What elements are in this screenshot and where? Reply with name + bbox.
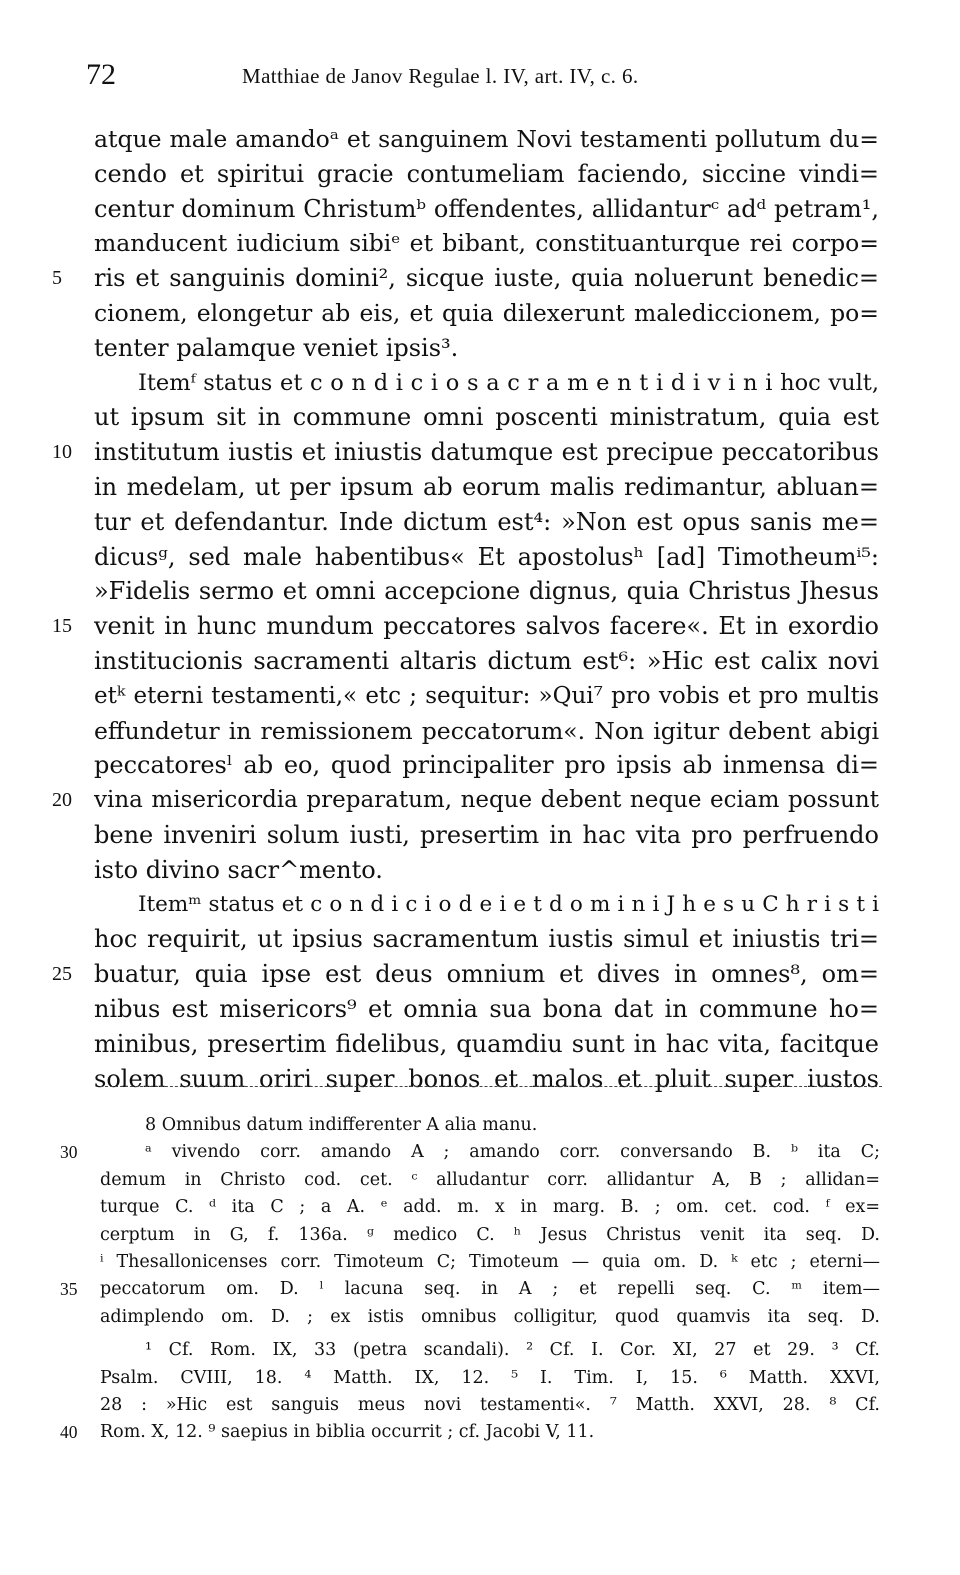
line-text: tenter palamque veniet ipsis³. xyxy=(94,333,459,362)
text-line xyxy=(0,853,960,888)
line-number: 35 xyxy=(60,1279,78,1300)
line-text: tur et defendantur. Inde dictum est⁴: »Non est opus sanis me= xyxy=(94,507,879,536)
text-line xyxy=(0,1062,960,1097)
line-text: cionem, elongetur ab eis, et quia dilexerunt malediccionem, po= xyxy=(94,298,879,327)
footnote-line xyxy=(0,1249,960,1276)
text-line xyxy=(0,748,960,783)
footnote-text: Psalm. CVIII, 18. ⁴ Matth. IX, 12. ⁵ I. Tim. I, 15. ⁶ Matth. XXVI, xyxy=(100,1367,880,1388)
line-text: nibus est misericors⁹ et omnia sua bona dat in commune ho= xyxy=(94,994,879,1023)
text-line xyxy=(0,540,960,575)
running-head: Matthiae de Janov Regulae l. IV, art. IV, c. 6. xyxy=(242,64,639,88)
text-line xyxy=(0,122,960,157)
line-number: 10 xyxy=(52,441,72,464)
line-text: vina misericordia preparatum, neque debent neque eciam possunt xyxy=(94,787,879,814)
page-number: 72 xyxy=(86,58,116,91)
footnote-text: 8 Omnibus datum indifferenter A alia manu. xyxy=(145,1115,538,1135)
text-line xyxy=(0,261,960,296)
text-line xyxy=(0,644,960,679)
text-line xyxy=(0,505,960,540)
text-line xyxy=(0,957,960,992)
line-text: isto divino sacr^mento. xyxy=(94,855,383,884)
footnote-text: turque C. ᵈ ita C ; a A. ᵉ add. m. x in marg. B. ; om. cet. cod. ᶠ ex= xyxy=(100,1197,880,1218)
line-text: effundetur in remissionem peccatorum«. Non igitur debent abigi xyxy=(94,716,879,745)
line-number: 25 xyxy=(52,963,72,986)
text-line xyxy=(0,435,960,470)
line-number: 30 xyxy=(60,1142,78,1163)
line-text: solem suum oriri super bonos et malos et pluit super iustos xyxy=(94,1064,879,1093)
text-line xyxy=(0,1027,960,1062)
line-text: bene inveniri solum iusti, presertim in hac vita pro perfruendo xyxy=(94,820,879,849)
footnote-line xyxy=(0,1112,960,1139)
line-text: etᵏ eterni testamenti,« etc ; sequitur: »Qui⁷ pro vobis et pro multis xyxy=(94,682,879,709)
footnotes-block xyxy=(0,1112,960,1447)
footnote-text: ᵃ vivendo corr. amando A ; amando corr. conversando B. ᵇ ita C; xyxy=(145,1142,880,1163)
line-text: minibus, presertim fidelibus, quamdiu sunt in hac vita, facitque xyxy=(94,1029,879,1058)
text-line xyxy=(0,366,960,401)
line-text: cendo et spiritui gracie contumeliam faciendo, siccine vindi= xyxy=(94,159,879,188)
footnote-text: demum in Christo cod. cet. ᶜ alludantur corr. allidantur A, B ; allidan= xyxy=(100,1169,880,1190)
footnote-text: ⁱ Thesallonicenses corr. Timoteum C; Timoteum — quia om. D. ᵏ etc ; eterni— xyxy=(100,1251,880,1272)
text-line xyxy=(0,609,960,644)
footnote-line xyxy=(0,1222,960,1249)
text-line xyxy=(0,157,960,192)
line-text: Itemᵐ status et c o n d i c i o d e i e t d o m i n i J h e s u C h r i s t i xyxy=(138,891,879,917)
text-line xyxy=(0,992,960,1027)
footnote-line xyxy=(0,1337,960,1364)
footnote-text: 28 : »Hic est sanguis meus novi testamenti«. ⁷ Matth. XXVI, 28. ⁸ Cf. xyxy=(100,1394,880,1415)
line-text: in medelam, ut per ipsum ab eorum malis redimantur, abluan= xyxy=(94,472,879,501)
text-line xyxy=(0,192,960,227)
line-text: peccatoresˡ ab eo, quod principaliter pro ipsis ab inmensa di= xyxy=(94,751,879,780)
footnote-line xyxy=(0,1419,960,1446)
line-text: ris et sanguinis domini², sicque iuste, quia noluerunt benedic= xyxy=(94,264,879,293)
text-line xyxy=(0,818,960,853)
text-line xyxy=(0,470,960,505)
text-line xyxy=(0,296,960,331)
line-text: centur dominum Christumᵇ offendentes, allidanturᶜ adᵈ petram¹, xyxy=(94,194,879,223)
line-number: 15 xyxy=(52,615,72,638)
text-line xyxy=(0,714,960,749)
text-line xyxy=(0,574,960,609)
line-text: ut ipsum sit in commune omni poscenti ministratum, quia est xyxy=(94,403,879,432)
footnote-line xyxy=(0,1304,960,1331)
line-text: dicusᵍ, sed male habentibus« Et apostolusʰ [ad] Timotheumⁱ⁵: xyxy=(94,542,879,571)
footnote-line xyxy=(0,1365,960,1392)
line-text: hoc requirit, ut ipsius sacramentum iustis simul et iniustis tri= xyxy=(94,925,879,954)
line-text: buatur, quia ipse est deus omnium et dives in omnes⁸, om= xyxy=(94,960,879,989)
text-line xyxy=(0,400,960,435)
footnote-line xyxy=(0,1194,960,1221)
line-text: »Fidelis sermo et omni accepcione dignus, quia Christus Jhesus xyxy=(94,577,879,606)
text-line xyxy=(0,783,960,818)
footnote-line xyxy=(0,1276,960,1303)
footnote-line xyxy=(0,1167,960,1194)
footnote-text: Rom. X, 12. ⁹ saepius in biblia occurrit ; cf. Jacobi V, 11. xyxy=(100,1422,595,1443)
page-header xyxy=(0,58,960,98)
line-number: 40 xyxy=(60,1422,78,1443)
main-text-block xyxy=(0,122,960,1096)
line-text: institucionis sacramenti altaris dictum est⁶: »Hic est calix novi xyxy=(94,646,879,675)
footnote-text: cerptum in G, f. 136a. ᵍ medico C. ʰ Jesus Christus venit ita seq. D. xyxy=(100,1224,880,1245)
text-line xyxy=(0,331,960,366)
text-line xyxy=(0,922,960,957)
footnote-text: adimplendo om. D. ; ex istis omnibus colligitur, quod quamvis ita seq. D. xyxy=(100,1306,880,1327)
text-line xyxy=(0,226,960,261)
footnote-text: ¹ Cf. Rom. IX, 33 (petra scandali). ² Cf. I. Cor. XI, 27 et 29. ³ Cf. xyxy=(145,1340,880,1361)
line-number: 5 xyxy=(52,267,62,290)
footnote-line xyxy=(0,1392,960,1419)
line-text: manducent iudicium sibiᵉ et bibant, constituanturque rei corpo= xyxy=(94,229,879,258)
footnote-line xyxy=(0,1139,960,1166)
text-line xyxy=(0,888,960,923)
footnote-text: peccatorum om. D. ˡ lacuna seq. in A ; et repelli seq. C. ᵐ item— xyxy=(100,1279,880,1300)
line-text: institutum iustis et iniustis datumque est precipue peccatoribus xyxy=(94,438,879,467)
line-text: venit in hunc mundum peccatores salvos facere«. Et in exordio xyxy=(94,612,879,641)
footnote-separator xyxy=(100,1086,882,1087)
text-line xyxy=(0,679,960,714)
line-number: 20 xyxy=(52,789,72,812)
line-text: atque male amandoᵃ et sanguinem Novi testamenti pollutum du= xyxy=(94,125,879,153)
line-text: Itemᶠ status et c o n d i c i o s a c r a m e n t i d i v i n i hoc vult, xyxy=(138,369,879,396)
